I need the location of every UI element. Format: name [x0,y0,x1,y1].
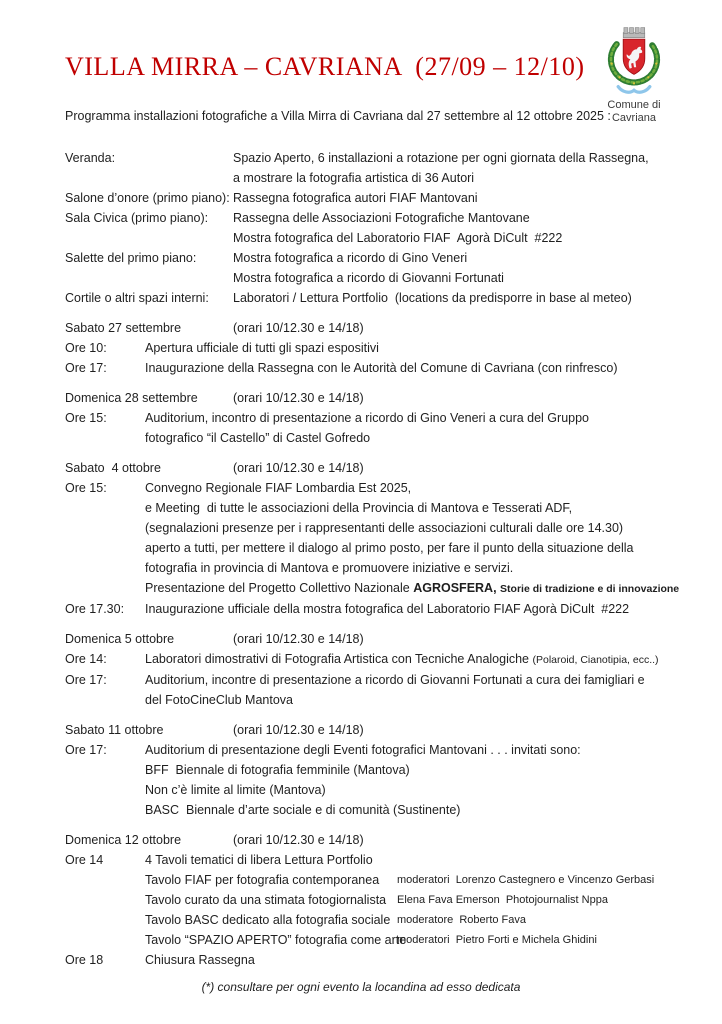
moderator-note: moderatori Pietro Forti e Michela Ghidini [397,934,597,946]
venue-lines [233,208,680,248]
moderator-note: Elena Fava Emerson Photojournalist Nppa [397,894,608,906]
text-line: Inaugurazione ufficiale della mostra fotografica del Laboratorio FIAF Agorà DiCult #222 [145,602,630,616]
text-line: BASC Biennale d’arte sociale e di comunità (Sustinente) [145,803,461,817]
event-row [65,850,680,950]
event-time: Ore 15: [65,481,107,495]
event-lines [145,740,680,820]
section-date: Sabato 27 settembre [65,321,182,335]
event-row [65,670,680,710]
text-segment: Storie di tradizione e di innovazione [500,583,680,595]
text-line: Laboratori / Lettura Portfolio (locations da predisporre in base al meteo) [233,291,632,305]
text-segment: Presentazione del Progetto Collettivo Nazionale [145,581,414,595]
section-date: Domenica 28 settembre [65,391,198,405]
text-line: Rassegna fotografica autori FIAF Mantovani [233,191,478,205]
event-time: Ore 18 [65,953,104,967]
tavolo-row [145,910,680,930]
text-line: fotografico “il Castello” di Castel Gofredo [145,431,371,445]
event-row [65,358,680,378]
section-header [65,830,680,850]
venue-label: Veranda: [65,151,116,165]
text-line: Rassegna delle Associazioni Fotografiche Mantovane [233,211,530,225]
tavolo-label: Tavolo BASC dedicato alla fotografia sociale [145,913,391,927]
text-line: Auditorium di presentazione degli Eventi fotografici Mantovani . . . invitati sono: [145,743,581,757]
text-line: Inaugurazione della Rassegna con le Autorità del Comune di Cavriana (con rinfresco) [145,361,618,375]
text-line: Convegno Regionale FIAF Lombardia Est 2025, [145,481,412,495]
venue-label: Salone d’onore (primo piano): [65,191,230,205]
section-header [65,318,680,338]
venue-lines [233,288,680,308]
text-line: Auditorium, incontro di presentazione a ricordo di Gino Veneri a cura del Gruppo [145,411,590,425]
text-line: Apertura ufficiale di tutti gli spazi espositivi [145,341,379,355]
section-hours: (orari 10/12.30 e 14/18) [233,632,364,646]
venue-lines [233,148,680,188]
event-time: Ore 17: [65,361,107,375]
text-line: Non c’è limite al limite (Mantova) [145,783,326,797]
text-line: del FotoCineClub Mantova [145,693,293,707]
tavolo-row [145,890,680,910]
event-row [65,740,680,820]
event-lines [145,649,680,670]
event-time: Ore 17: [65,743,107,757]
venue-row [65,148,680,188]
schedule-sections [65,318,680,970]
text-line: (segnalazioni presenze per i rappresentanti delle associazioni culturali dalle ore 14.30) [145,521,624,535]
text-line: Auditorium, incontre di presentazione a ricordo di Giovanni Fortunati a cura dei famigliari e [145,673,645,687]
moderator-note: moderatori Lorenzo Castegnero e Vincenzo Gerbasi [397,874,655,886]
tavolo-row [145,870,680,890]
venue-row [65,248,680,288]
event-row [65,599,680,619]
venue-row [65,208,680,248]
text-segment: , [493,581,501,595]
event-row [65,478,680,599]
schedule-section [65,388,680,448]
venue-label: Cortile o altri spazi interni: [65,291,209,305]
section-hours: (orari 10/12.30 e 14/18) [233,391,364,405]
event-lines [145,950,680,970]
text-line: Mostra fotografica del Laboratorio FIAF Agorà DiCult #222 [233,231,563,245]
logo-caption-line2: Cavriana [611,112,657,124]
text-line [145,578,680,599]
text-line: 4 Tavoli tematici di libera Lettura Portfolio [145,853,373,867]
section-date: Domenica 5 ottobre [65,632,175,646]
text-line: a mostrare la fotografia artistica di 36 Autori [233,171,475,185]
venue-lines [233,188,680,208]
section-hours: (orari 10/12.30 e 14/18) [233,461,364,475]
tavolo-label: Tavolo “SPAZIO APERTO” fotografia come arte [145,933,407,947]
event-time: Ore 15: [65,411,107,425]
event-row [65,950,680,970]
ribbon-icon [618,87,650,93]
venues-block [65,148,680,308]
section-header [65,388,680,408]
venue-lines [233,248,680,288]
text-segment: (Polaroid, Cianotipia, ecc..) [532,654,659,666]
event-lines [145,408,680,448]
section-header [65,720,680,740]
venue-label: Salette del primo piano: [65,251,197,265]
event-lines [145,478,680,599]
section-date: Sabato 4 ottobre [65,461,161,475]
section-header [65,458,680,478]
event-time: Ore 14 [65,853,104,867]
text-line: Chiusura Rassegna [145,953,255,967]
tavolo-label: Tavolo curato da una stimata fotogiornalista [145,893,387,907]
schedule-section [65,629,680,710]
event-time: Ore 10: [65,341,107,355]
event-lines [145,599,680,619]
footer-note: (*) consultare per ogni evento la locandina ad esso dedicata [201,980,521,994]
event-time: Ore 14: [65,652,107,666]
text-line: aperto a tutti, per mettere il dialogo al primo posto, per fare il punto della situazione della [145,541,634,555]
text-line: fotografia in provincia di Mantova e promuovere iniziative e servizi. [145,561,514,575]
schedule-section [65,720,680,820]
tavolo-label: Tavolo FIAF per fotografia contemporanea [145,873,380,887]
event-row [65,408,680,448]
section-header [65,629,680,649]
venue-row [65,188,680,208]
venue-row [65,288,680,308]
section-date: Domenica 12 ottobre [65,833,182,847]
schedule-section [65,318,680,378]
event-time: Ore 17: [65,673,107,687]
event-lines [145,670,680,710]
text-line: Spazio Aperto, 6 installazioni a rotazione per ogni giornata della Rassegna, [233,151,649,165]
section-hours: (orari 10/12.30 e 14/18) [233,321,364,335]
logo-caption-line1: Comune di [607,99,661,111]
text-line: e Meeting di tutte le associazioni della Provincia di Mantova e Tesserati ADF, [145,501,573,515]
section-date: Sabato 11 ottobre [65,723,164,737]
venue-label: Sala Civica (primo piano): [65,211,209,225]
mural-crown-icon [623,28,645,38]
cavriana-crest-icon [598,24,670,96]
intro-paragraph: Programma installazioni fotografiche a Villa Mirra di Cavriana dal 27 settembre al 12 ottobre 2025 : [65,109,611,123]
comune-cavriana-logo [594,24,674,125]
moderator-note: moderatore Roberto Fava [397,914,527,926]
event-time: Ore 17.30: [65,602,125,616]
text-line: Mostra fotografica a ricordo di Giovanni Fortunati [233,271,504,285]
section-hours: (orari 10/12.30 e 14/18) [233,723,364,737]
event-lines [145,358,680,378]
event-lines [145,338,680,358]
event-row [65,338,680,358]
event-row [65,649,680,670]
schedule-section [65,830,680,970]
text-segment: AGROSFERA [413,581,494,595]
tavolo-row [145,930,680,950]
text-line: Mostra fotografica a ricordo di Gino Veneri [233,251,468,265]
text-line [145,649,680,670]
logo-caption [594,99,674,125]
section-hours: (orari 10/12.30 e 14/18) [233,833,364,847]
page-title: VILLA MIRRA – CAVRIANA (27/09 – 12/10) [65,52,585,81]
schedule-section [65,458,680,619]
event-lines [145,850,680,950]
text-segment: Laboratori dimostrativi di Fotografia Artistica con Tecniche Analogiche [145,652,533,666]
text-line: BFF Biennale di fotografia femminile (Mantova) [145,763,410,777]
